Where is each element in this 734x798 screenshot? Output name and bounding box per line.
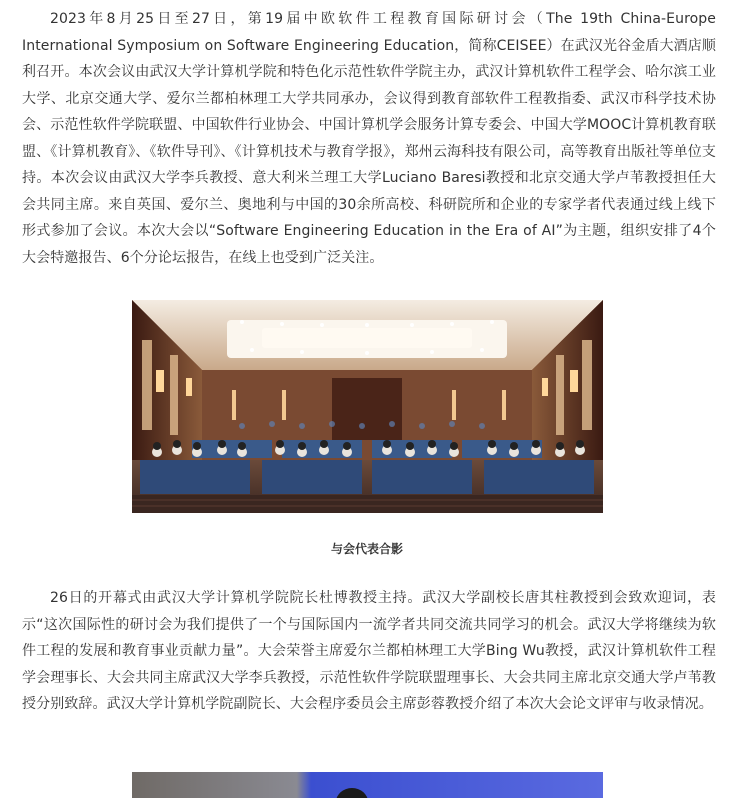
- article-paragraph: 26日的开幕式由武汉大学计算机学院院长杜博教授主持。武汉大学副校长唐其柱教授到会致欢迎词，表示“这次国际性的研讨会为我们提供了一个与国际国内一流学者共同交流共同学习的机会。武汉大学将继续为软件工程的发展和教育事业贡献力量”。大会荣誉主席爱尔兰都柏林理工大学Bing Wu教授，武汉计算机软件工程学会理事长、大会共同主席武汉大学李兵教授，示范性软件学院联盟理事长、大会共同主席北京交通大学卢苇教授分别致辞。武汉大学计算机学院副院长、大会程序委员会主席彭蓉教授介绍了本次大会论文评审与收录情况。: [22, 590, 716, 712]
- group-photo: [132, 300, 603, 513]
- photo-caption: 与会代表合影: [330, 542, 403, 556]
- article-paragraph: 2023年8月25日至27日，第19届中欧软件工程教育国际研讨会（The 19th China-Europe International Symposium on Software Engineering Education，简称CEISEE）在武汉光谷金盾大酒店顺利召开。本次会议由武汉大学计算机学院和特色化示范性软件学院主办，武汉计算机软件工程学会、哈尔滨工业大学、北京交通大学、爱尔兰都柏林理工大学共同承办，会议得到教育部软件工程教指委、武汉市科学技术协会、示范性软件学院联盟、中国软件行业协会、中国计算机学会服务计算专委会、中国大学MOOC计算机教育联盟、《计算机教育》、《软件导刊》、《计算机技术与教育学报》，郑州云海科技有限公司，高等教育出版社等单位支持。本次会议由武汉大学李兵教授、意大利米兰理工大学Luciano Baresi教授和北京交通大学卢苇教授担任大会共同主席。来自英国、爱尔兰、奥地利与中国的30余所高校、科研院所和企业的专家学者代表通过线上线下形式参加了会议。本次大会以“Software Engineering Education in the Era of AI”为主题，组织安排了4个大会特邀报告、6个分论坛报告，在线上也受到广泛关注。: [22, 11, 716, 266]
- opening-ceremony-photo: [132, 772, 603, 798]
